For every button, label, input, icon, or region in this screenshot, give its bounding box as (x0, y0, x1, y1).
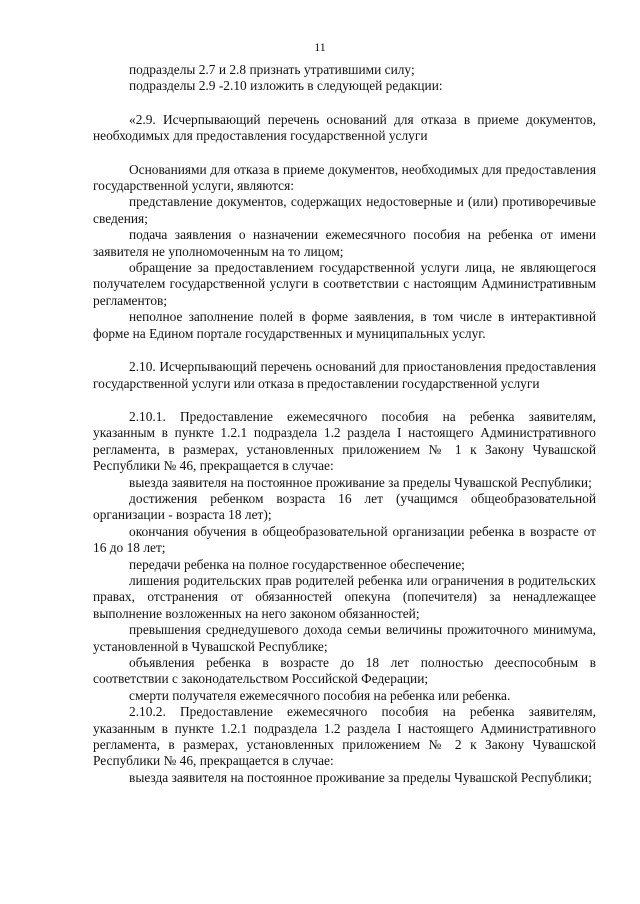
list-item: выезда заявителя на постоянное проживание за пределы Чувашской Республики; (129, 474, 592, 490)
list-item: смерти получателя ежемесячного пособия на ребенка или ребенка. (129, 687, 511, 703)
list-item: достижения ребенком возраста 16 лет (учащимся общеобразовательной организации - возраста 18 лет); (93, 490, 596, 523)
paragraph: 2.10.2. Предоставление ежемесячного пособия на ребенка заявителям, указанным в пункте 1.2.1 подраздела 1.2 раздела I настоящего Административного регламента, в размерах, установленных приложением № 2 к Закону Чувашской Республики № 46, прекращается в случае: (93, 704, 596, 769)
paragraph: 2.10.1. Предоставление ежемесячного пособия на ребенка заявителям, указанным в пункте 1.2.1 подраздела 1.2 раздела I настоящего Административного регламента, в размерах, установленных приложением № 1 к Закону Чувашской Республики № 46, прекращается в случае: (93, 408, 596, 474)
section-heading: 2.10. Исчерпывающий перечень оснований для приостановления предоставления государственной услуги или отказа в предоставлении государственной услуги (93, 359, 596, 391)
document-body (93, 62, 596, 786)
list-item: лишения родительских прав родителей ребенка или ограничения в родительских правах, отстранения от обязанностей опекуна (попечителя) за ненадлежащее выполнение возложенных на него законом обязанностей; (93, 572, 596, 621)
list-item: подача заявления о назначении ежемесячного пособия на ребенка от имени заявителя не уполномоченным на то лицом; (93, 227, 596, 259)
list-item: окончания обучения в общеобразовательной организации ребенка в возрасте от 16 до 18 лет; (93, 523, 596, 556)
paragraph: подразделы 2.7 и 2.8 признать утратившими силу; (129, 62, 415, 77)
list-item: выезда заявителя на постоянное проживание за пределы Чувашской Республики; (129, 769, 592, 785)
list-item: представление документов, содержащих недостоверные и (или) противоречивые сведения; (93, 194, 596, 226)
list-item: превышения среднедушевого дохода семьи величины прожиточного минимума, установленной в Чувашской Республике; (93, 622, 596, 654)
list-item: объявления ребенка в возрасте до 18 лет полностью дееспособным в соответствии с законодательством Российской Федерации; (93, 655, 596, 687)
list-item: передачи ребенка на полное государственное обеспечение; (129, 556, 465, 572)
page-number: 11 (314, 40, 326, 54)
paragraph: подразделы 2.9 -2.10 изложить в следующей редакции: (129, 78, 443, 94)
section-heading: «2.9. Исчерпывающий перечень оснований для отказа в приеме документов, необходимых для предоставления государственной услуги (93, 111, 596, 144)
list-item: неполное заполнение полей в форме заявления, в том числе в интерактивной форме на Едином портале государственных и муниципальных услуг. (93, 309, 596, 341)
list-item: обращение за предоставлением государственной услуги лица, не являющегося получателем государственной услуги в соответствии с настоящим Административным регламентов; (93, 260, 596, 308)
paragraph: Основаниями для отказа в приеме документов, необходимых для предоставления государственной услуги, являются: (93, 161, 596, 194)
